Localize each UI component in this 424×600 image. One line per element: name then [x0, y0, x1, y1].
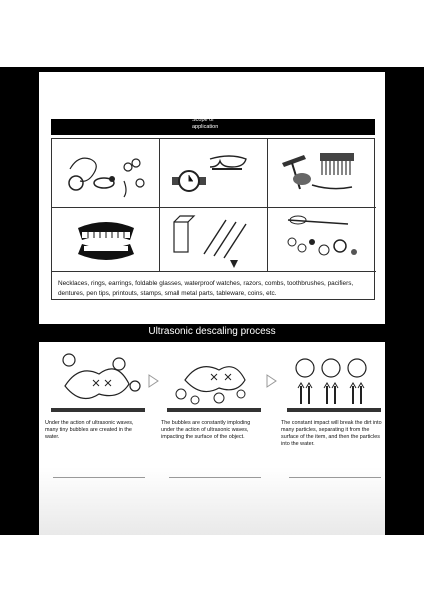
process-panel	[39, 342, 385, 535]
process-step-2-text: The bubbles are constantly imploding under the action of ultrasonic waves, impacting the surface of the object.	[161, 420, 251, 440]
divider-line	[53, 477, 145, 478]
parts-cell	[268, 208, 376, 272]
next-arrow-icon	[147, 374, 159, 388]
process-step-2	[161, 346, 269, 496]
next-arrow-icon	[265, 374, 277, 388]
scope-title: Scope of application	[192, 117, 219, 130]
dentures-icon	[52, 208, 160, 272]
watch-cell	[160, 139, 268, 208]
scope-panel	[39, 72, 385, 324]
divider-line	[289, 477, 381, 478]
process-step-1	[45, 346, 153, 496]
razor-comb-icon	[268, 139, 376, 208]
scope-title-bar	[51, 119, 375, 135]
razor-cell	[268, 139, 376, 208]
process-step-3-text: The constant impact will break the dirt into many particles, separating it from the surface of the item, and then the particles into the water.	[281, 420, 382, 447]
scope-items-text: Necklaces, rings, earrings, foldable glasses, waterproof watches, razors, combs, toothbrushes, pacifiers, dentures, pen tips, printouts, stamps, small metal parts, tableware, coins, etc.	[58, 280, 354, 297]
dentures-cell	[52, 208, 160, 272]
small-parts-icon	[268, 208, 376, 272]
process-step-1-text: Under the action of ultrasonic waves, many tiny bubbles are created in the water.	[45, 420, 134, 440]
watch-glasses-icon	[160, 139, 268, 208]
dirt-separation-icon	[281, 346, 389, 418]
process-heading: Ultrasonic descaling process	[148, 326, 276, 337]
scope-grid	[51, 138, 375, 300]
pen-cell	[160, 208, 268, 272]
jewelry-icon	[52, 139, 160, 208]
pen-tips-icon	[160, 208, 268, 272]
process-step-3	[281, 346, 389, 496]
bubbles-forming-icon	[45, 346, 153, 418]
jewelry-cell	[52, 139, 160, 208]
bubbles-imploding-icon	[161, 346, 269, 418]
divider-line	[169, 477, 261, 478]
